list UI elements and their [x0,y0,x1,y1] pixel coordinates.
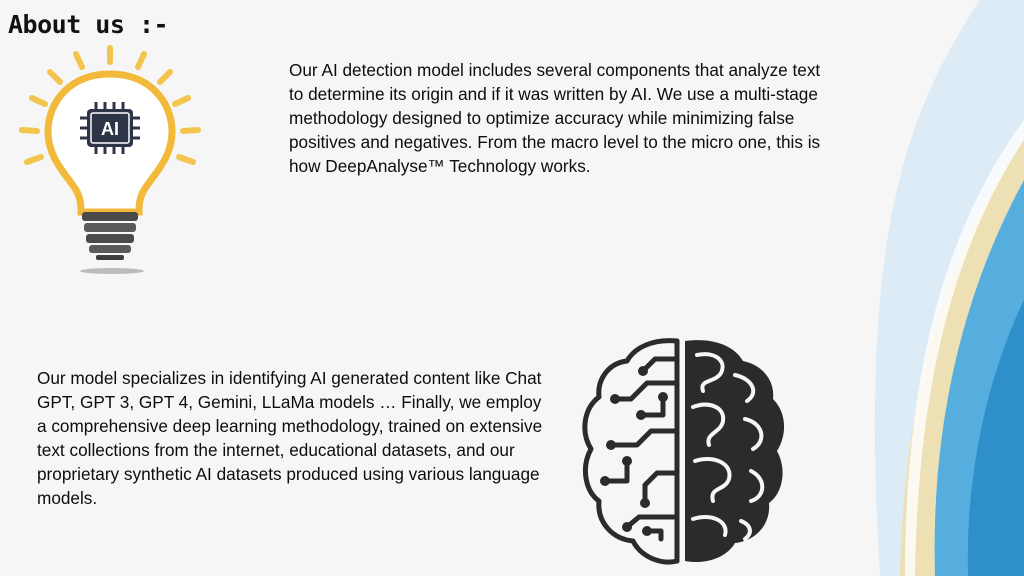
brain-circuit-icon [575,335,790,570]
about-paragraph-detection: Our AI detection model includes several components that analyze text to determine its origin and if it was written by AI. We use a multi-stage methodology designed to optimize accuracy while minimizing false positives and negatives. From the macro level to the micro one, this is how DeepAnalyse™ Technology works. [289,60,821,176]
chip-label: AI [101,119,119,139]
bulb-base [82,212,138,260]
bulb-shadow [80,268,144,274]
ai-lightbulb-icon [10,40,210,280]
page-title: About us :- [8,10,169,39]
brain-circuit-nodes [600,366,668,536]
about-paragraph-model: Our model specializes in identifying AI generated content like Chat GPT, GPT 3, GPT 4, Gemini, LLaMa models … Finally, we employ a comprehensive deep learning methodology, trained on extensive text collections from the internet, educational datasets, and our proprietary synthetic AI datasets produced using various language models. [37,368,543,508]
brain-organic-half [685,340,784,562]
